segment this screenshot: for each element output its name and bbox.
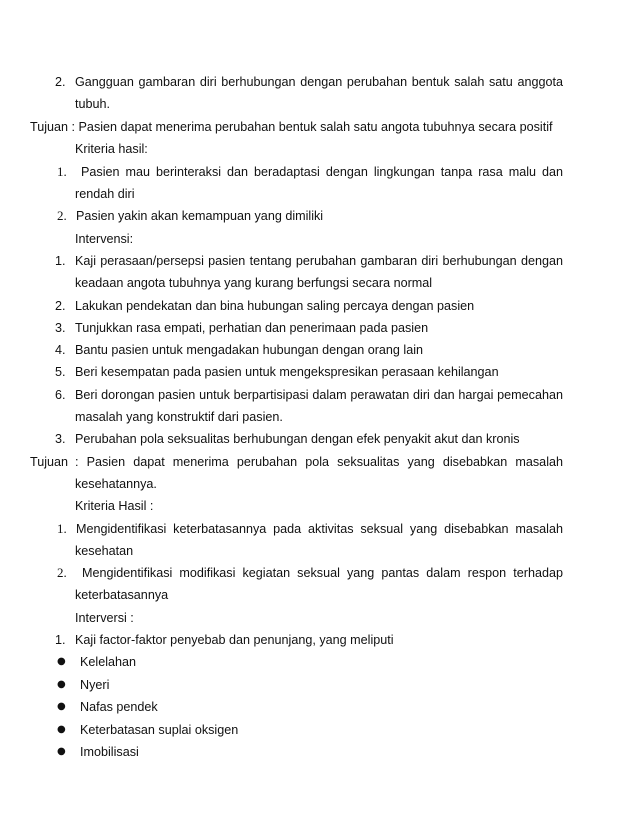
- intervention-item: Tunjukkan rasa empati, perhatian dan penerimaan pada pasien: [75, 321, 429, 335]
- list-number: 6.: [55, 388, 66, 402]
- intervention-item: Kaji perasaan/persepsi pasien tentang perubahan gambaran diri berhubungan dengan: [75, 254, 563, 268]
- list-number: 2.: [55, 299, 66, 313]
- bullet-icon: ●: [57, 679, 66, 690]
- bullet-item: Nyeri: [80, 678, 110, 692]
- subheading: Interversi :: [75, 611, 134, 625]
- criteria-item: Mengidentifikasi keterbatasannya pada aktivitas seksual yang disebabkan masalah: [76, 522, 563, 536]
- criteria-item: Pasien mau berinteraksi dan beradaptasi dengan lingkungan tanpa rasa malu dan: [81, 165, 563, 179]
- subheading: Kriteria Hasil :: [75, 499, 154, 513]
- text-line: keterbatasannya: [75, 588, 169, 602]
- intervention-item: Beri dorongan pasien untuk berpartisipasi dalam perawatan diri dan hargai pemecahan: [75, 388, 563, 402]
- list-number: 2.: [55, 75, 66, 89]
- list-number: 3.: [55, 432, 66, 446]
- diagnosis-heading: Gangguan gambaran diri berhubungan dengan perubahan bentuk salah satu anggota: [75, 75, 563, 89]
- list-number: 2.: [57, 208, 67, 223]
- criteria-item: Pasien yakin akan kemampuan yang dimiliki: [76, 209, 324, 223]
- text-line: rendah diri: [75, 187, 135, 201]
- bullet-item: Imobilisasi: [80, 745, 139, 759]
- list-number: 1.: [57, 521, 67, 536]
- intervention-item: Kaji factor-faktor penyebab dan penunjang, yang meliputi: [75, 633, 394, 647]
- goal-line: : Pasien dapat menerima perubahan pola seksualitas yang disebabkan masalah: [75, 455, 563, 469]
- bullet-icon: ●: [57, 701, 66, 712]
- bullet-icon: ●: [57, 656, 66, 667]
- goal-line: Tujuan : Pasien dapat menerima perubahan bentuk salah satu angota tubuhnya secara positif: [30, 120, 553, 134]
- list-number: 3.: [55, 321, 66, 335]
- text-line: kesehatan: [75, 544, 134, 558]
- criteria-item: Mengidentifikasi modifikasi kegiatan seksual yang pantas dalam respon terhadap: [82, 566, 563, 580]
- bullet-icon: ●: [57, 724, 66, 735]
- list-number: 4.: [55, 343, 66, 357]
- diagnosis-heading: Perubahan pola seksualitas berhubungan dengan efek penyakit akut dan kronis: [75, 432, 520, 446]
- subheading: Intervensi:: [75, 232, 134, 246]
- goal-label: Tujuan: [30, 455, 69, 469]
- list-number: 2.: [57, 565, 67, 580]
- list-number: 5.: [55, 365, 66, 379]
- text-line: masalah yang konstruktif dari pasien.: [75, 410, 283, 424]
- subheading: Kriteria hasil:: [75, 142, 148, 156]
- bullet-item: Kelelahan: [80, 655, 137, 669]
- bullet-item: Nafas pendek: [80, 700, 158, 714]
- text-line: tubuh.: [75, 97, 111, 111]
- list-number: 1.: [55, 254, 66, 268]
- bullet-item: Keterbatasan suplai oksigen: [80, 723, 239, 737]
- text-line: kesehatannya.: [75, 477, 157, 491]
- text-line: keadaan angota tubuhnya yang kurang berfungsi secara normal: [75, 276, 433, 290]
- bullet-icon: ●: [57, 746, 66, 757]
- intervention-item: Bantu pasien untuk mengadakan hubungan dengan orang lain: [75, 343, 424, 357]
- intervention-item: Lakukan pendekatan dan bina hubungan saling percaya dengan pasien: [75, 299, 475, 313]
- list-number: 1.: [57, 164, 67, 179]
- list-number: 1.: [55, 633, 66, 647]
- intervention-item: Beri kesempatan pada pasien untuk mengekspresikan perasaan kehilangan: [75, 365, 499, 379]
